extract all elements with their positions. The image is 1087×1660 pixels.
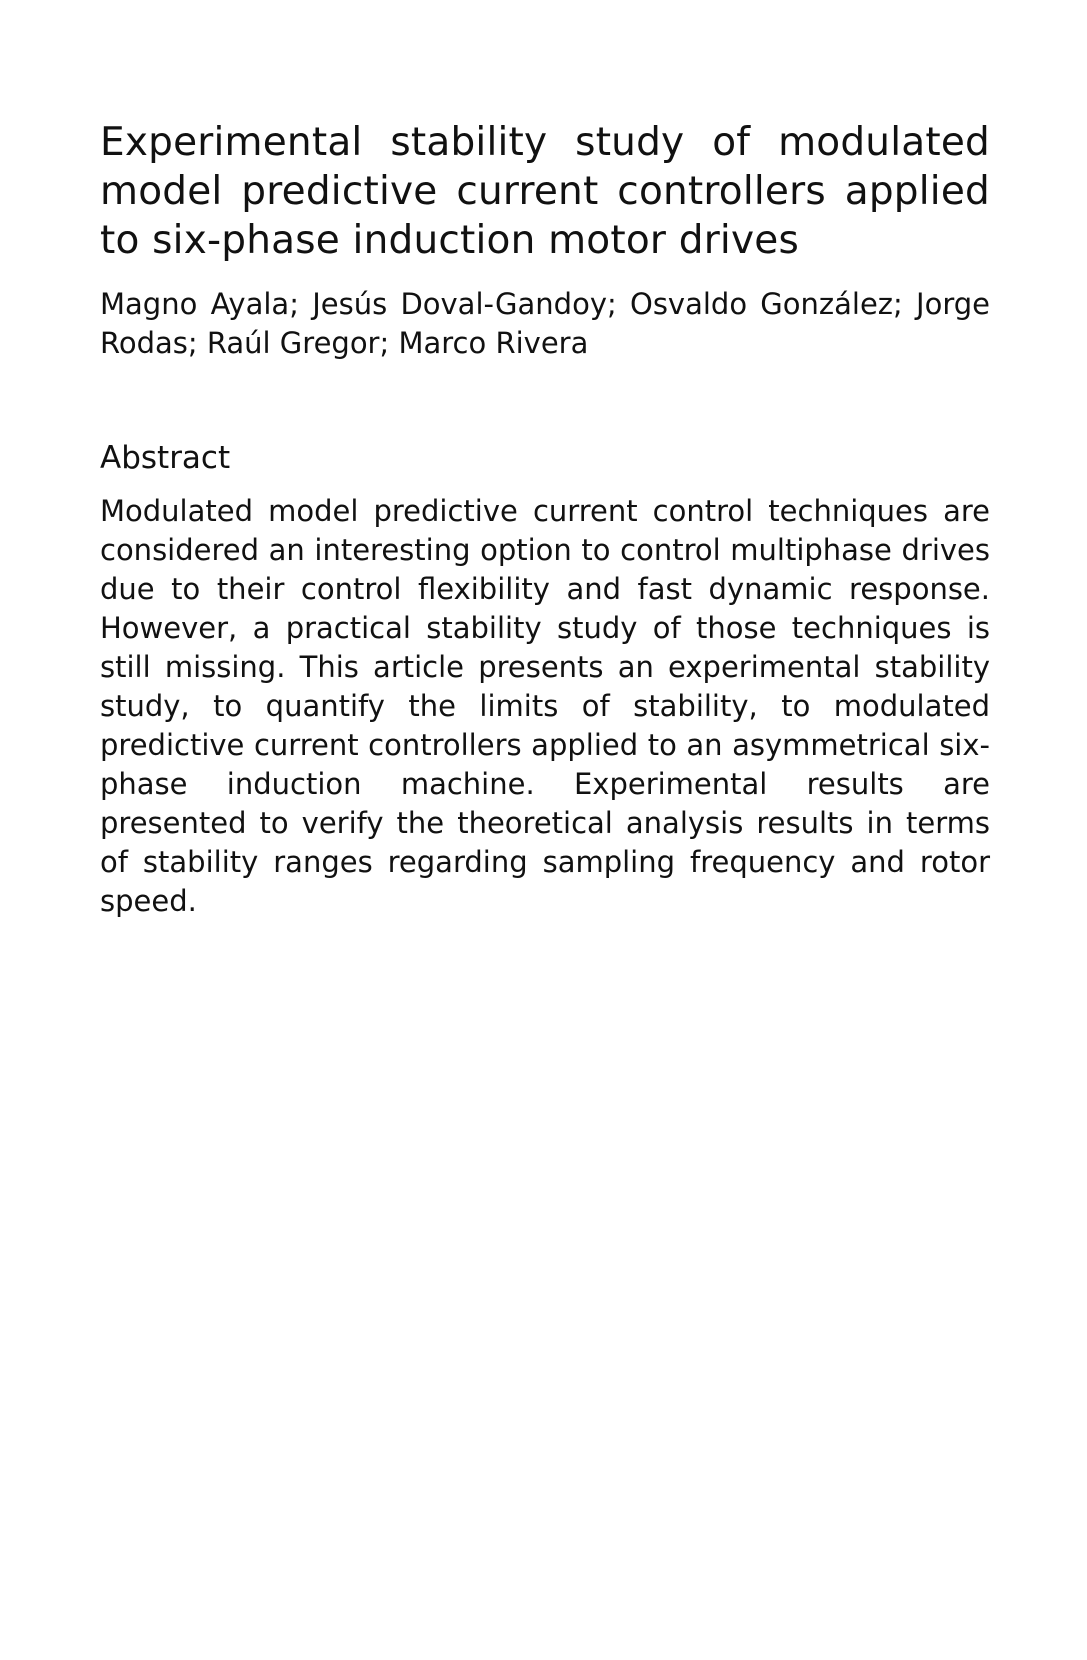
paper-page bbox=[100, 118, 990, 921]
paper-title: Experimental stability study of modulated model predictive current controllers applied to six-phase induction motor drives bbox=[100, 120, 990, 263]
abstract-heading: Abstract bbox=[100, 440, 231, 476]
abstract-text: Modulated model predictive current control techniques are considered an interesting option to control multiphase drives due to their control flexibility and fast dynamic response. However, a practical stability study of those techniques is still missing. This article presents an experimental stability study, to quantify the limits of stability, to modulated predictive current controllers applied to an asymmetrical six-phase induction machine. Experimental results are presented to verify the theoretical analysis results in terms of stability ranges regarding sampling frequency and rotor speed. bbox=[100, 494, 990, 918]
author-list: Magno Ayala; Jesús Doval-Gandoy; Osvaldo González; Jorge Rodas; Raúl Gregor; Marco Rivera bbox=[100, 287, 990, 360]
